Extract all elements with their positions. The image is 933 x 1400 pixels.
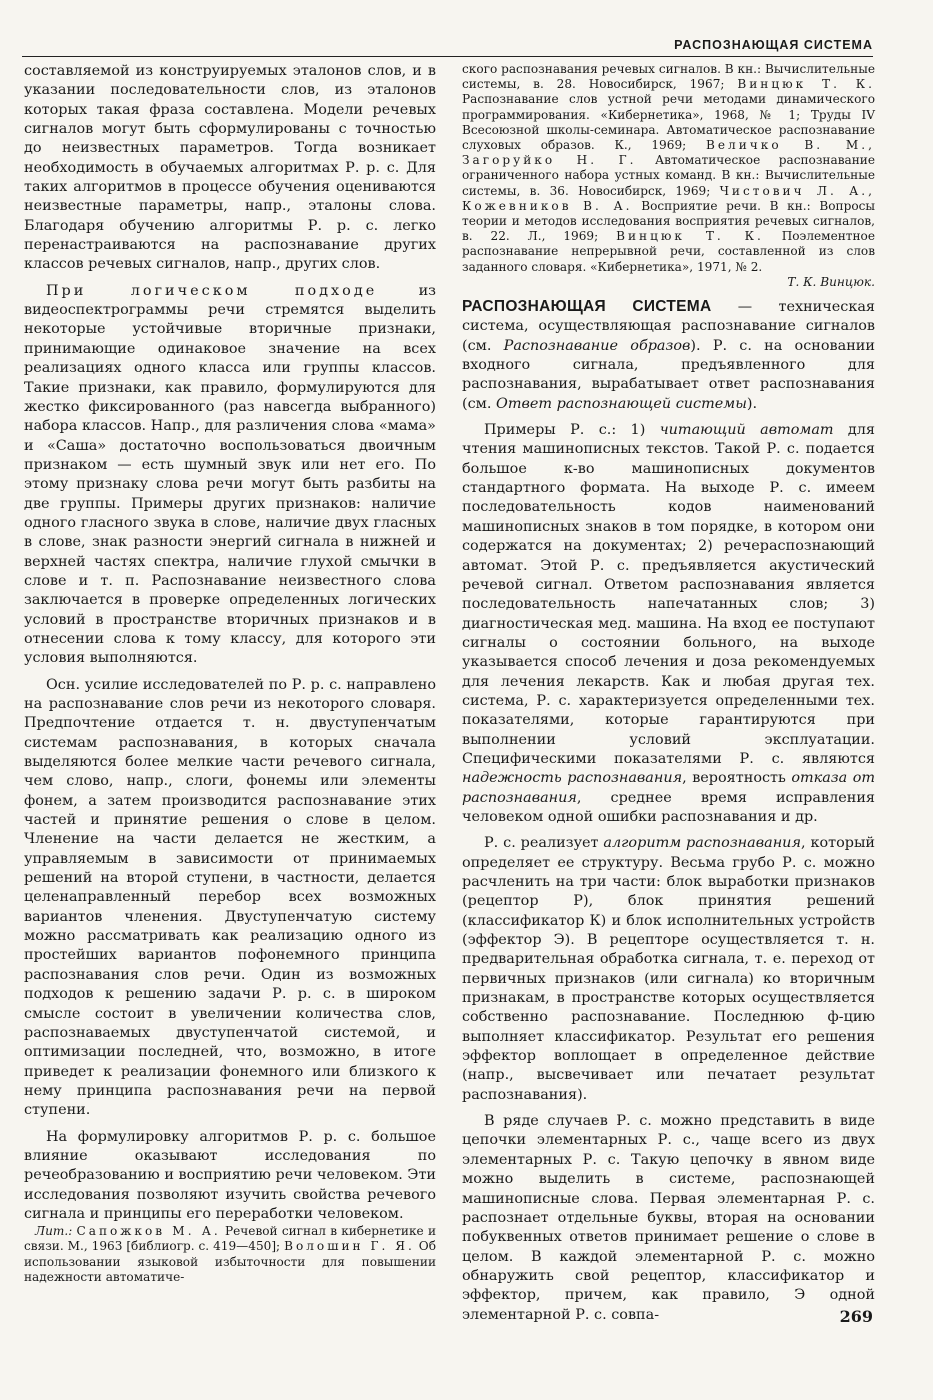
references-continued (462, 62, 875, 290)
left-column (24, 62, 436, 1285)
logical-approach-term: При логическом подходе (46, 282, 378, 299)
references-text: ского распознавания речевых сигналов. В кн.: Вычислительные системы, в. 28. Новосибирск, 1967; Винцюк Т. К. Распознавание слов устной речи методами динамического программирования. «Кибернетика», 1968, № 1; Труды IV Всесоюзной школы-семинара. Автоматическое распознавание слуховых образов. К., 1969; Величко В. М., Загоруйко Н. Г. Автоматическое распознавание ограниченного набора устных команд. В кн.: Вычислительные системы, в. 36. Новосибирск, 1969; Чистович Л. А., Кожевников В. А. Восприятие речи. В кн.: Вопросы теории и методов исследования восприятия речевых сигналов, в. 22. Л., 1969; Винцюк Т. К. Поэлементное распознавание непрерывной речи, составленной из слов заданного словаря. «Кибернетика», 1971, № 2. (462, 62, 876, 274)
article-paragraph-3: Р. с. реализует алгоритм распознавания, который определяет ее структуру. Весьма грубо Р. с. можно расчленить на три части: блок выработки признаков (рецептор Р), блок принятия решений (классификатор К) и блок исполнительных устройств (эффектор Э). В рецепторе осуществляется т. н. предварительная обработка сигнала, т. е. переход от первичных признаков (или сигнала) ко вторичным признакам, в пространстве которых осуществляется собственно распознавание. Последнюю ф-цию выполняет классификатор. Результат его решения эффектор воплощает в определенное действие (напр., высвечивает или печатает результат распознавания). (462, 835, 875, 1103)
article-author: Т. К. Винцюк. (787, 274, 875, 289)
left-paragraph-1: составляемой из конструируемых эталонов слов, и в указании последовательности слов, из эталонов которых такая фраза составлена. Модели речевых сигналов могут быть сформулированы с точностью до неизвестных параметров. Тогда возникает необходимость в обучаемых алгоритмах Р. р. с. Для таких алгоритмов в процессе обучения оцениваются неизвестные параметры, напр., эталоны слова. Благодаря обучению алгоритмы Р. р. с. легко перенастраиваются на распознавание других классов речевых сигналов, напр., других слов. (24, 63, 436, 273)
page-number: 269 (839, 1307, 873, 1326)
literature-block (24, 1224, 436, 1285)
article-heading: РАСПОЗНАЮЩАЯ СИСТЕМА (462, 298, 712, 316)
left-paragraph-2: При логическом подходе из видеоспектрограммы речи стремятся выделить некоторые устойчивые вторичные признаки, принимающие одинаковое значение на всех реализациях одного класса или группы классов. Такие признаки, как правило, формулируются для жестко фиксированного (раз навсегда выбранного) набора классов. Напр., для различения слова «мама» и «Саша» достаточно воспользоваться двоичным признаком — есть шумный звук или нет его. По этому признаку слова речи могут быть разбиты на две группы. Примеры других признаков: наличие одного гласного звука в слове, наличие двух гласных в слове, знак разности энергий сигнала в нижней и верхней частях спектра, наличие глухой смычки в слове и т. п. Распознавание неизвестного слова заключается в проверке определенных логических условий в пространстве вторичных признаков и в отнесении слова к тому классу, для которого эти условия выполняются. (24, 282, 437, 667)
right-column (462, 62, 875, 1325)
left-paragraph-4: На формулировку алгоритмов Р. р. с. большое влияние оказывают исследования по речеобразованию и восприятию речи человеком. Эти исследования позволяют изучить свойства речевого сигнала и принципы его переработки человеком. (24, 1128, 436, 1222)
article-intro: РАСПОЗНАЮЩАЯ СИСТЕМА — техническая система, осуществляющая распознавание сигналов (см. Распознавание образов). Р. с. на основании входного сигнала, предъявленного для распознавания, вырабатывает ответ распознавания (см. Ответ распознающей системы). (462, 298, 876, 412)
running-header (22, 38, 873, 57)
article-paragraph-2: Примеры Р. с.: 1) читающий автомат для чтения машинописных текстов. Такой Р. с. подается большое к-во машинописных документов стандартного формата. На выходе Р. с. имеем последовательность кодов наименований машинописных знаков в том порядке, в котором они содержатся на документах; 2) речераспознающий автомат. Этой Р. с. предъявляется акустический речевой сигнал. Ответом распознавания является последовательность напечатанных слов; 3) диагностическая мед. машина. На вход ее поступают сигналы о состоянии больного, на выходе указывается способ лечения и доза рекомендуемых для лечения лекарств. Как и любая другая тех. система, Р. с. характеризуется определенными тех. показателями, которые гарантируются при выполнении условий эксплуатации. Специфическими показателями Р. с. являются надежность распознавания, вероятность отказа от распознавания, среднее время исправления человеком одной ошибки распознавания и др. (462, 422, 876, 825)
literature-text: Лит.: Сапожков М. А. Речевой сигнал в кибернетике и связи. М., 1963 [библиогр. с. 419—450]; Волошин Г. Я. Об использовании языковой избыточности для повышении надежности автоматиче- (24, 1224, 436, 1284)
left-paragraph-3: Осн. усилие исследователей по Р. р. с. направлено на распознавание слов речи из некоторого словаря. Предпочтение отдается т. н. двуступенчатым системам распознавания, в которых сначала выделяются более мелкие части речевого сигнала, чем слово, напр., слоги, фонемы или элементы фонем, а затем производится распознавание этих частей и принятие решения о слове в целом. Членение на части делается не жестким, а управляемым в зависимости от принимаемых решений на второй ступени, в частности, делается целенаправленный перебор всех возможных вариантов членения. Двуступенчатую систему можно рассматривать как реализацию одного из простейших вариантов пофонемного принципа распознавания слов речи. Один из возможных подходов к решению задачи Р. р. с. в широком смысле состоит в увеличении количества слов, распознаваемых двуступенчатой системой, и оптимизации последней, что, возможно, в итоге приведет к реализации фонемного или близкого к нему принципа распознавания речи на первой ступени. (24, 676, 436, 1119)
header-title: РАСПОЗНАЮЩАЯ СИСТЕМА (674, 38, 873, 52)
article-paragraph-4: В ряде случаев Р. с. можно представить в виде цепочки элементарных Р. с., чаще всего из двух элементарных Р. с. Такую цепочку в явном виде можно выделить в системе, распознающей машинописные слова. Первая элементарная Р. с. распознает отдельные буквы, вторая на основании побуквенных ответов принимает решение о слове в целом. В каждой элементарной Р. с. можно обнаружить свой рецептор, классификатор и эффектор, причем, как правило, Э одной элементарной Р. с. совпа- (462, 1113, 875, 1323)
